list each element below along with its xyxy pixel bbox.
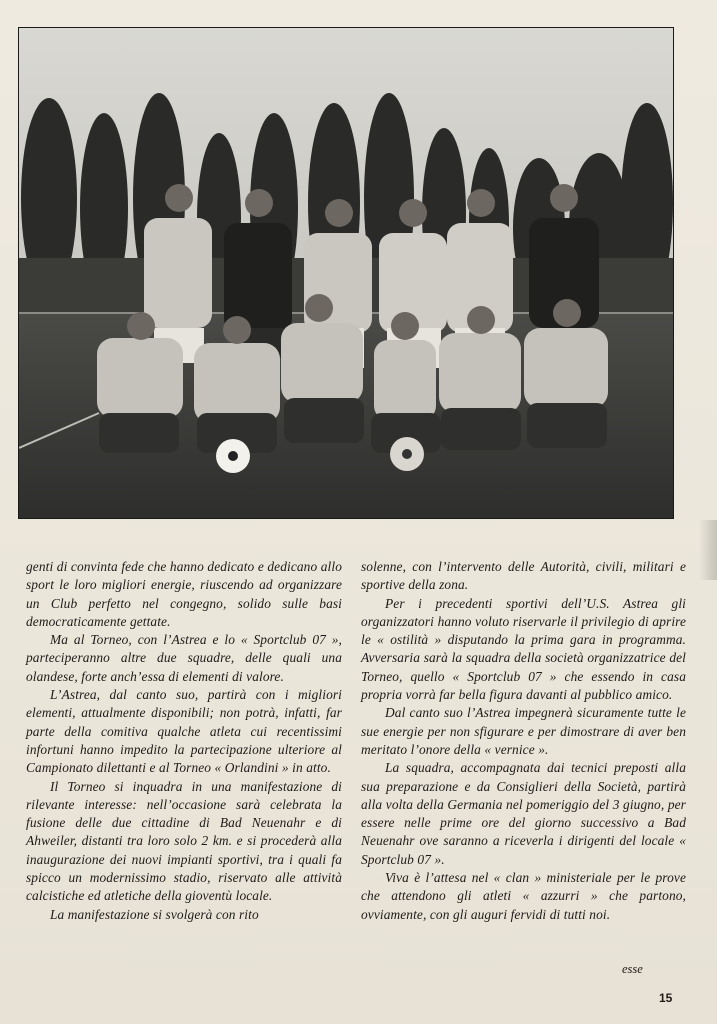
paragraph: genti di convinta fede che hanno dedicato e dedicano allo sport le loro migliori energie, riuscendo ad organizzare un Club perfetto nel congegno, solido sulle basi democraticamente gettate. xyxy=(26,559,342,629)
paragraph: Dal canto suo l’Astrea impegnerà sicuramente tutte le sue energie per non sfigurare e per dimostrare di aver ben meritato l’onore della « vernice ». xyxy=(361,705,686,757)
paragraph: Per i precedenti sportivi dell’U.S. Astrea gli organizzatori hanno voluto riservarle il privilegio di aprire le « ostilità » disputando la prima gara in programma. Avversaria sarà la squadra della società organizzatrice del Torneo, quello « Sportclub 07 » che essendo in casa propria vorrà far bella figura davanti al pubblico amico. xyxy=(361,595,686,703)
paragraph: La manifestazione si svolgerà con rito xyxy=(50,906,259,922)
paragraph: L’Astrea, dal canto suo, partirà con i migliori elementi, attualmente disponibili; non potrà, infatti, far parte della comitiva qualche atleta cui recentissimi infortuni hanno impedito la partecipazione ulteriore al Campionato dilettanti e al Torneo « Orlandini » in atto. xyxy=(26,687,342,776)
print-bleed xyxy=(699,520,717,580)
article-left-column xyxy=(26,558,342,924)
team-photo xyxy=(19,28,673,518)
team-photo-illustration xyxy=(19,28,673,518)
paragraph: La squadra, accompagnata dai tecnici preposti alla sua preparazione e da Consiglieri della Società, partirà alla volta della Germania nel pomeriggio del 3 giugno, per essere nelle prime ore del giorno successivo a Bad Neuenahr ove saranno a riceverla i dirigenti del locale « Sportclub 07 ». xyxy=(361,760,686,867)
paragraph: Ma al Torneo, con l’Astrea e lo « Sportclub 07 », parteciperanno altre due squadre, delle quali una olandese, forte anch’essa di elementi di valore. xyxy=(26,632,342,684)
paragraph: Il Torneo si inquadra in una manifestazione di rilevante interesse: nell’occasione sarà celebrata la fusione delle due cittadine di Bad Neuenahr e di Ahweiler, distanti tra loro solo 2 km. e si procederà alla inaugurazione dei nuovi impianti sportivi, tra i quali fa spicco un modernissimo stadio, riservato alle attività calcistiche ed atletiche della gioventù locale. xyxy=(26,778,342,904)
article-right-column xyxy=(361,558,686,924)
paragraph: Viva è l’attesa nel « clan » ministeriale per le prove che attendono gli atleti « azzurri » che partono, ovviamente, con gli auguri fervidi di tutti noi. xyxy=(361,870,686,922)
paragraph: solenne, con l’intervento delle Autorità, civili, militari e sportive della zona. xyxy=(361,559,686,593)
author-signature: esse xyxy=(622,962,643,976)
page-number: 15 xyxy=(659,991,673,1005)
